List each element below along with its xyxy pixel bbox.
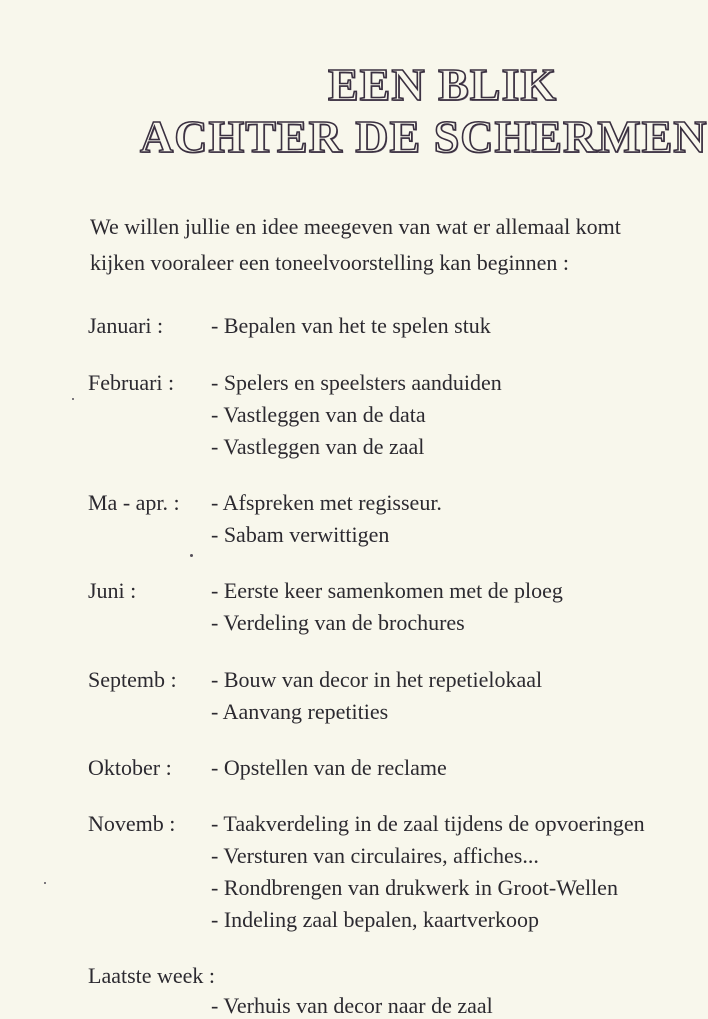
task-item: - Aanvang repetities <box>211 699 389 724</box>
task-item: - Sabam verwittigen <box>211 522 390 547</box>
page-title-line-2: ACHTER DE SCHERMEN <box>140 111 708 162</box>
task-item: - Verdeling van de brochures <box>211 610 465 635</box>
page-title-line-1: EEN BLIK <box>328 59 558 110</box>
task-item: - Vastleggen van de zaal <box>211 434 425 459</box>
task-item: - Bepalen van het te spelen stuk <box>211 313 491 338</box>
task-item: - Spelers en speelsters aanduiden <box>211 370 502 395</box>
month-label-laatste-week: Laatste week : <box>88 963 216 988</box>
month-label-februari: Februari : <box>88 370 175 395</box>
scan-speck <box>72 398 74 400</box>
month-label-septemb: Septemb : <box>88 667 177 692</box>
month-label-ma-apr: Ma - apr. : <box>88 490 180 515</box>
task-item: - Opstellen van de reclame <box>211 755 447 780</box>
month-label-oktober: Oktober : <box>88 755 172 780</box>
task-item: - Versturen van circulaires, affiches... <box>211 843 539 868</box>
scan-speck <box>190 554 193 557</box>
task-item: - Bouw van decor in het repetielokaal <box>211 667 543 692</box>
task-item: - Vastleggen van de data <box>211 402 426 427</box>
month-label-juni: Juni : <box>88 578 137 603</box>
month-label-januari: Januari : <box>88 313 164 338</box>
task-item: - Afspreken met regisseur. <box>211 490 442 515</box>
intro-text-line-2: kijken vooraleer een toneelvoorstelling kan beginnen : <box>90 250 569 275</box>
intro-text-line-1: We willen jullie en idee meegeven van wat er allemaal komt <box>90 214 621 239</box>
scan-speck <box>44 882 46 884</box>
task-item: - Taakverdeling in de zaal tijdens de opvoeringen <box>211 811 645 836</box>
task-item: - Indeling zaal bepalen, kaartverkoop <box>211 907 540 932</box>
task-item: - Rondbrengen van drukwerk in Groot-Wellen <box>211 875 618 900</box>
task-item: - Verhuis van decor naar de zaal <box>211 993 493 1018</box>
month-label-novemb: Novemb : <box>88 811 176 836</box>
task-item: - Eerste keer samenkomen met de ploeg <box>211 578 563 603</box>
